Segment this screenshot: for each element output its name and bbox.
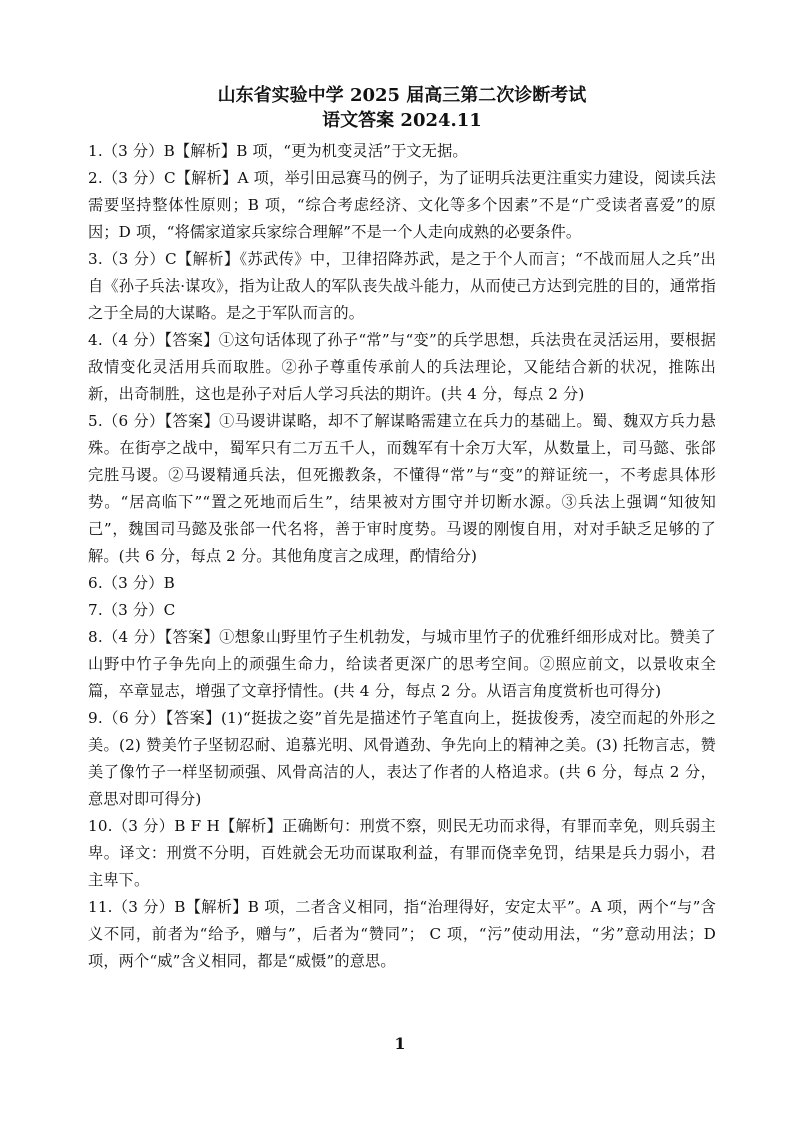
answer-item-9: 9.（6 分）【答案】(1)“挺拔之姿”首先是描述竹子笔直向上，挺拔俊秀，凌空而起的外形之美。(2) 赞美竹子坚韧忍耐、追慕光明、风骨遒劲、争先向上的精神之美。(3) 托物言志，赞美了像竹子一样坚韧顽强、风骨高洁的人，表达了作者的人格追求。(共 6 分，每点 2 分，意思对即可得分) bbox=[88, 709, 716, 808]
page-number: 1 bbox=[394, 1034, 406, 1053]
answer-item-11: 11.（3 分）B【解析】B 项，二者含义相同，指“治理得好，安定太平”。A 项，两个“与”含义不同，前者为“给予，赠与”，后者为“赞同”； C 项，“污”使动用法，“劣”意动用法；D 项，两个“威”含义相同，都是“威慑”的意思。 bbox=[88, 898, 716, 970]
answer-item-3: 3.（3 分）C【解析】《苏武传》中，卫律招降苏武，是之于个人而言；“不战而屈人之兵”出自《孙子兵法·谋攻》，指为让敌人的军队丧失战斗能力，从而使己方达到完胜的目的，通常指之于全局的大谋略。是之于军队而言的。 bbox=[88, 250, 716, 322]
exam-title: 山东省实验中学 2025 届高三第二次诊断考试 bbox=[217, 85, 587, 106]
answer-list bbox=[88, 138, 716, 975]
answer-item-8: 8.（4 分）【答案】①想象山野里竹子生机勃发，与城市里竹子的优雅纤细形成对比。赞美了山野中竹子争先向上的顽强生命力，给读者更深广的思考空间。②照应前文，以景收束全篇，卒章显志，增强了文章抒情性。(共 4 分，每点 2 分。从语言角度赏析也可得分) bbox=[88, 628, 716, 700]
answer-item-5: 5.（6 分）【答案】①马谡讲谋略，却不了解谋略需建立在兵力的基础上。蜀、魏双方兵力悬殊。在街亭之战中，蜀军只有二万五千人，而魏军有十余万大军，从数量上，司马懿、张郃完胜马谡。②马谡精通兵法，但死搬教条，不懂得“常”与“变”的辩证统一，不考虑具体形势。“居高临下”“置之死地而后生”，结果被对方围守并切断水源。③兵法上强调“知彼知己”，魏国司马懿及张郃一代名将，善于审时度势。马谡的刚愎自用，对对手缺乏足够的了解。(共 6 分，每点 2 分。其他角度言之成理，酌情给分) bbox=[88, 412, 716, 565]
answer-subtitle: 语文答案 2024.11 bbox=[322, 110, 482, 131]
answer-item-1: 1.（3 分）B【解析】B 项，“更为机变灵活”于文无据。 bbox=[88, 142, 468, 160]
answer-item-7: 7.（3 分）C bbox=[88, 601, 176, 619]
answer-item-6: 6.（3 分）B bbox=[88, 574, 175, 592]
answer-item-2: 2.（3 分）C【解析】A 项，举引田忌赛马的例子，为了证明兵法更注重实力建设，阅读兵法需要坚持整体性原则；B 项，“综合考虑经济、文化等多个因素”不是“广受读者喜爱”的原因；D 项，“将儒家道家兵家综合理解”不是一个人走向成熟的必要条件。 bbox=[88, 169, 716, 241]
answer-item-10: 10.（3 分）B F H【解析】正确断句：刑赏不察，则民无功而求得，有罪而幸免，则兵弱主卑。译文：刑赏不分明，百姓就会无功而谋取利益，有罪而侥幸免罚，结果是兵力弱小，君主卑下。 bbox=[88, 817, 716, 889]
answer-item-4: 4.（4 分）【答案】①这句话体现了孙子“常”与“变”的兵学思想，兵法贵在灵活运用，要根据敌情变化灵活用兵而取胜。②孙子尊重传承前人的兵法理论，又能结合新的状况，推陈出新，出奇制胜，这也是孙子对后人学习兵法的期许。(共 4 分，每点 2 分) bbox=[88, 331, 716, 403]
answer-sheet-page bbox=[88, 84, 716, 975]
